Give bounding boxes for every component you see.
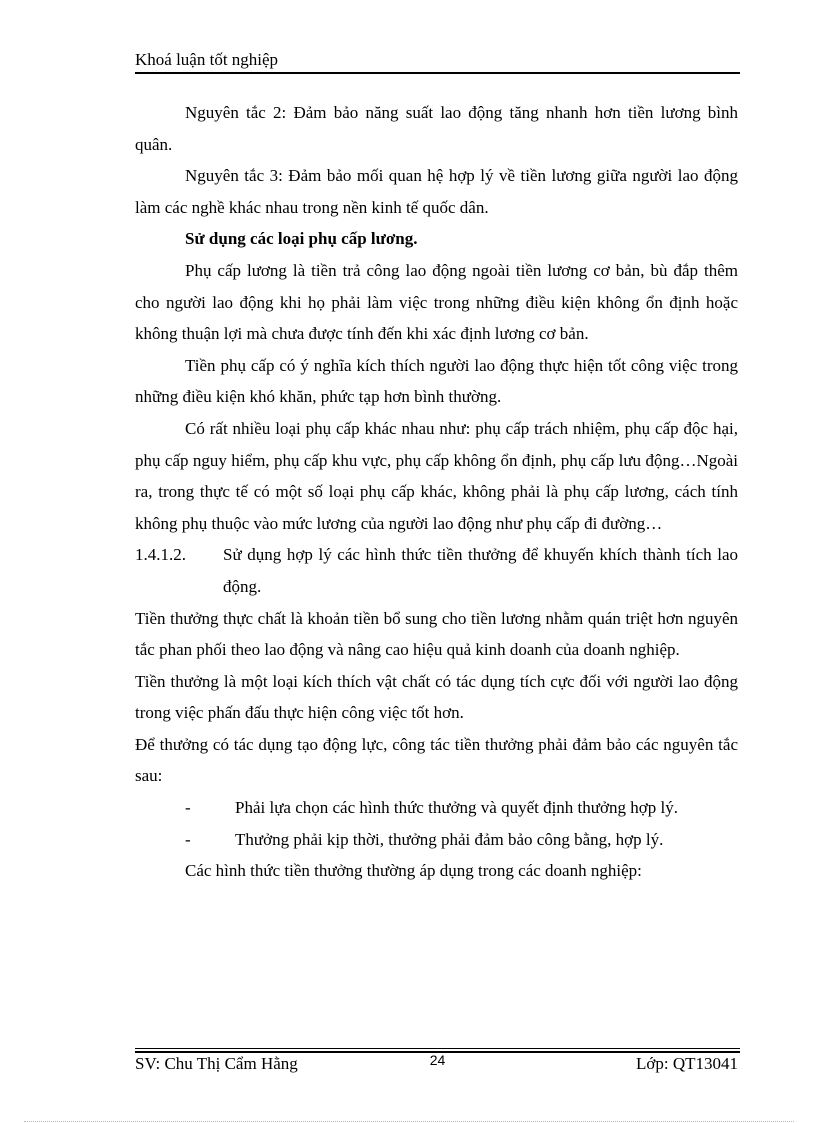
section-heading: [135, 539, 738, 602]
list-dash: -: [185, 829, 191, 849]
paragraph: Nguyên tắc 2: Đảm bảo năng suất lao động tăng nhanh hơn tiền lương bình quân.: [135, 103, 738, 154]
paragraph: Tiền thưởng thực chất là khoản tiền bổ sung cho tiền lương nhằm quán triệt hơn nguyên tắc phan phối theo lao động và nâng cao hiệu quả kinh doanh của doanh nghiệp.: [135, 608, 738, 660]
paragraph: Tiền phụ cấp có ý nghĩa kích thích người lao động thực hiện tốt công việc trong những điều kiện khó khăn, phức tạp hơn bình thường.: [135, 355, 738, 407]
paragraph: Phụ cấp lương là tiền trả công lao động ngoài tiền lương cơ bản, bù đắp thêm cho người lao động khi họ phải làm việc trong những điều kiện không ổn định hoặc không thuận lợi mà chưa được tính đến khi xác định lương cơ bản.: [135, 260, 738, 344]
paragraph: Tiền thưởng là một loại kích thích vật chất có tác dụng tích cực đối với người lao động trong việc phấn đấu thực hiện công việc tốt hơn.: [135, 671, 738, 723]
paragraph: Nguyên tắc 3: Đảm bảo mối quan hệ hợp lý về tiền lương giữa người lao động làm các nghề khác nhau trong nền kinh tế quốc dân.: [135, 166, 738, 217]
list-item-text: Phải lựa chọn các hình thức thưởng và quyết định thưởng hợp lý.: [235, 798, 678, 818]
page-header: [135, 50, 740, 73]
footer-rule: [135, 1048, 740, 1049]
footer-class: Lớp: QT13041: [635, 1054, 738, 1073]
page-footer: [135, 1054, 740, 1078]
subheading: Sử dụng các loại phụ cấp lương.: [185, 229, 418, 249]
list-item: [185, 824, 738, 856]
list-dash: -: [185, 798, 191, 818]
page-edge: [24, 1121, 794, 1122]
document-body: [135, 97, 738, 887]
paragraph: Để thưởng có tác dụng tạo động lực, công tác tiền thưởng phải đảm bảo các nguyên tắc sau:: [135, 734, 738, 786]
section-title: Sử dụng hợp lý các hình thức tiền thưởng để khuyến khích thành tích lao động.: [223, 545, 738, 596]
paragraph: Có rất nhiều loại phụ cấp khác nhau như: phụ cấp trách nhiệm, phụ cấp độc hại, phụ cấp nguy hiểm, phụ cấp khu vực, phụ cấp không ổn định, phụ cấp lưu động…Ngoài ra, trong thực tế có một số loại phụ cấp khác, không phải là phụ cấp lương, cách tính không phụ thuộc vào mức lương của người lao động như phụ cấp đi đường…: [135, 418, 738, 533]
list-item-text: Thưởng phải kịp thời, thưởng phải đảm bảo công bằng, hợp lý.: [235, 829, 664, 849]
footer-student: SV: Chu Thị Cẩm Hằng: [135, 1054, 298, 1073]
header-title: Khoá luận tốt nghiệp: [135, 50, 279, 69]
list-item: [185, 792, 738, 824]
section-number: 1.4.1.2.: [135, 545, 186, 565]
header-rule: [135, 73, 740, 74]
paragraph: Các hình thức tiền thưởng thường áp dụng trong các doanh nghiệp:: [185, 861, 642, 881]
page-number: 24: [429, 1052, 446, 1068]
